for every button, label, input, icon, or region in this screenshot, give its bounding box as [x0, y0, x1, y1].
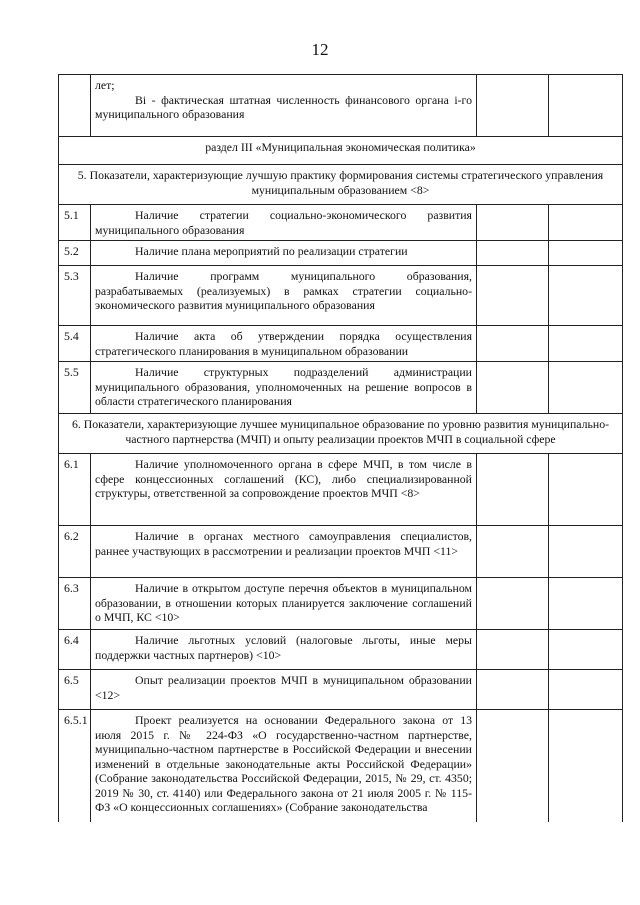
empty-cell — [549, 526, 623, 578]
empty-cell — [477, 710, 549, 822]
table-row — [59, 241, 623, 266]
row-number: 6.5.1 — [59, 710, 91, 822]
row-number: 6.3 — [59, 578, 91, 630]
row-number: 6.2 — [59, 526, 91, 578]
table-row — [59, 266, 623, 326]
text-line: Наличие акта об утверждении порядка осуществления стратегического планирования в муниципальном образовании — [95, 329, 472, 358]
indicator-text — [91, 526, 477, 578]
group-heading: 6. Показатели, характеризующие лучшее муниципальное образование по уровню развития муниципально-частного партнерства (МЧП) и опыту реализации проектов МЧП в социальной сфере — [59, 414, 623, 454]
row-number: 6.5 — [59, 670, 91, 710]
row-number — [59, 75, 91, 137]
text-line: Наличие плана мероприятий по реализации стратегии — [135, 244, 408, 258]
section-heading: раздел III «Муниципальная экономическая политика» — [59, 137, 623, 165]
empty-cell — [477, 266, 549, 326]
empty-cell — [477, 326, 549, 362]
table-row — [59, 670, 623, 710]
row-number: 5.4 — [59, 326, 91, 362]
table-row — [59, 414, 623, 454]
row-number: 5.1 — [59, 205, 91, 241]
empty-cell — [549, 454, 623, 526]
table-row — [59, 362, 623, 414]
text-line: Наличие в органах местного самоуправления специалистов, раннее участвующих в рассмотрении и реализации проектов МЧП <11> — [95, 529, 472, 558]
empty-cell — [477, 241, 549, 266]
text-line: Наличие структурных подразделений администрации муниципального образования, уполномоченных на решение вопросов в области стратегического планирования — [95, 365, 472, 408]
indicator-text — [91, 630, 477, 670]
indicator-text — [91, 205, 477, 241]
empty-cell — [549, 75, 623, 137]
text-line: Опыт реализации проектов МЧП в муниципальном образовании <12> — [95, 673, 472, 702]
empty-cell — [549, 326, 623, 362]
table-row — [59, 205, 623, 241]
row-number: 6.4 — [59, 630, 91, 670]
table-row — [59, 326, 623, 362]
empty-cell — [549, 578, 623, 630]
empty-cell — [477, 205, 549, 241]
empty-cell — [549, 670, 623, 710]
table-row — [59, 578, 623, 630]
empty-cell — [477, 578, 549, 630]
table-row — [59, 137, 623, 165]
row-number: 5.3 — [59, 266, 91, 326]
empty-cell — [477, 670, 549, 710]
empty-cell — [477, 630, 549, 670]
table-row — [59, 75, 623, 137]
text-line: Bi - фактическая штатная численность финансового органа i-го муниципального образования — [95, 92, 472, 121]
page-number: 12 — [311, 40, 329, 59]
empty-cell — [549, 205, 623, 241]
row-number: 5.2 — [59, 241, 91, 266]
table-row — [59, 710, 623, 822]
indicator-text — [91, 670, 477, 710]
empty-cell — [477, 75, 549, 137]
indicator-text — [91, 241, 477, 266]
empty-cell — [549, 710, 623, 822]
empty-cell — [549, 630, 623, 670]
group-heading: 5. Показатели, характеризующие лучшую практику формирования системы стратегического управления муниципальным образованием <8> — [59, 165, 623, 205]
indicator-text — [91, 75, 477, 137]
text-line: Проект реализуется на основании Федерального закона от 13 июля 2015 г. № 224-ФЗ «О государственно-частном партнерстве, муниципально-частном партнерстве в Российской Федерации и внесении изменений в отдельные законодательные акты Российской Федерации» (Собрание законодательства Российской Федерации, 2015, № 29, ст. 4350; 2019 № 30, ст. 4140) или Федерального закона от 21 июля 2005 г. № 115-ФЗ «О концессионных соглашениях» (Собрание законодательства — [95, 713, 472, 814]
text-line: лет; — [95, 78, 115, 92]
row-number: 6.1 — [59, 454, 91, 526]
empty-cell — [477, 454, 549, 526]
empty-cell — [549, 241, 623, 266]
indicator-text — [91, 326, 477, 362]
table-row — [59, 454, 623, 526]
empty-cell — [549, 362, 623, 414]
indicator-text — [91, 362, 477, 414]
indicator-text — [91, 710, 477, 822]
indicator-text — [91, 454, 477, 526]
empty-cell — [549, 266, 623, 326]
table-row — [59, 630, 623, 670]
empty-cell — [477, 362, 549, 414]
text-line: Наличие льготных условий (налоговые льготы, иные меры поддержки частных партнеров) <10> — [95, 633, 472, 662]
text-line: Наличие в открытом доступе перечня объектов в муниципальном образовании, в отношении которых планируется заключение соглашений о МЧП, КС <10> — [95, 581, 472, 624]
empty-cell — [477, 526, 549, 578]
table-row — [59, 526, 623, 578]
row-number: 5.5 — [59, 362, 91, 414]
text-line: Наличие программ муниципального образования, разрабатываемых (реализуемых) в рамках стратегии социально-экономического развития муниципального образования — [95, 269, 472, 312]
table-row — [59, 165, 623, 205]
indicator-text — [91, 266, 477, 326]
text-line: Наличие уполномоченного органа в сфере МЧП, в том числе в сфере концессионных соглашений (КС), либо специализированной структуры, ответственной за сопровождение проектов МЧП <8> — [95, 457, 472, 500]
text-line: Наличие стратегии социально-экономического развития муниципального образования — [95, 208, 472, 237]
indicators-table — [58, 74, 623, 822]
indicator-text — [91, 578, 477, 630]
